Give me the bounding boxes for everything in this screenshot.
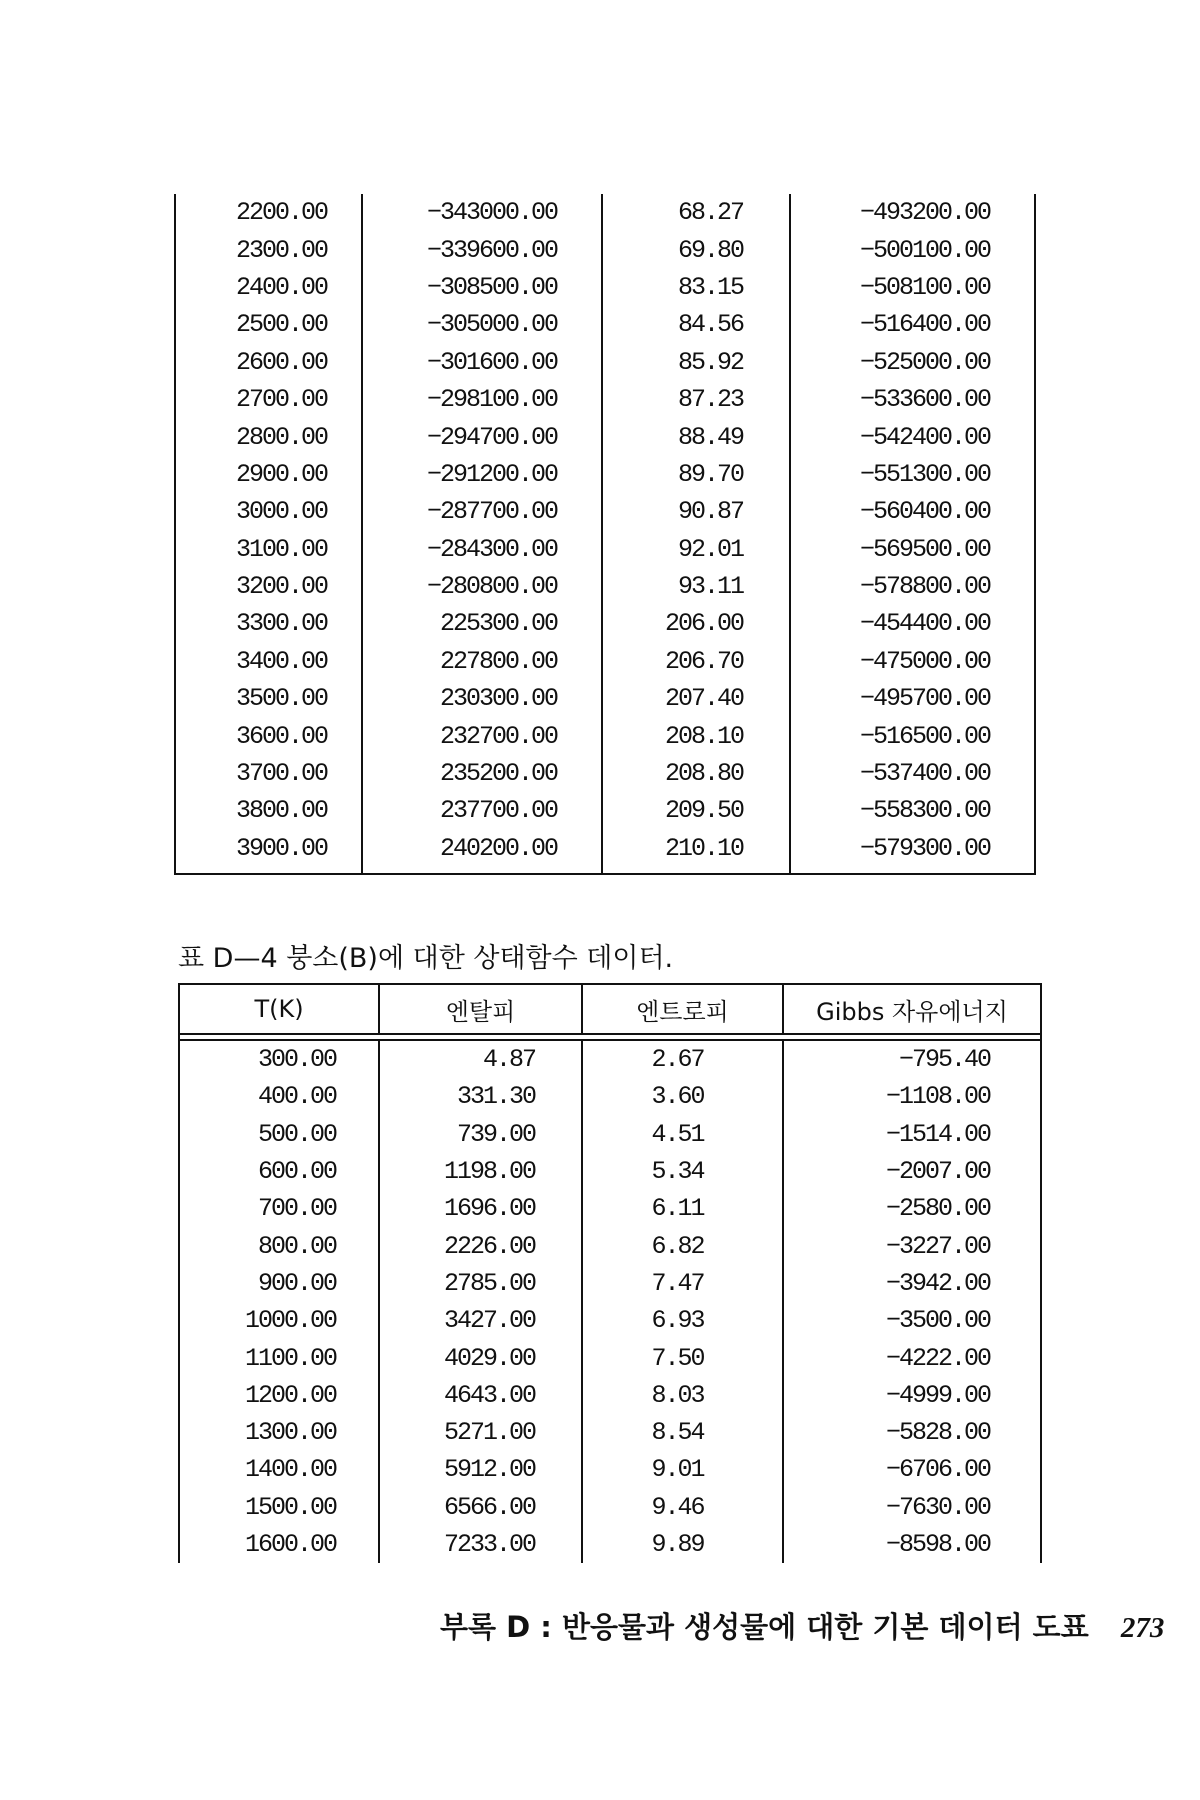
table-cell: 4643.00 bbox=[379, 1377, 582, 1414]
table-cell: −305000.00 bbox=[362, 306, 602, 343]
table-cell: 209.50 bbox=[602, 792, 790, 829]
table-cell: −2580.00 bbox=[783, 1190, 1041, 1227]
table-cell: −542400.00 bbox=[790, 418, 1035, 455]
table-cell: 3300.00 bbox=[175, 605, 362, 642]
table-cell: 1100.00 bbox=[179, 1339, 379, 1376]
table-cell: 4.87 bbox=[379, 1040, 582, 1078]
table-cell: −298100.00 bbox=[362, 381, 602, 418]
footer-text: 부록 D : 반응물과 생성물에 대한 기본 데이터 도표 bbox=[440, 1610, 1089, 1644]
table-cell: 9.46 bbox=[582, 1489, 783, 1526]
table-row bbox=[179, 1116, 1041, 1153]
table-cell: 3100.00 bbox=[175, 531, 362, 568]
table-cell: −533600.00 bbox=[790, 381, 1035, 418]
table-cell: 232700.00 bbox=[362, 717, 602, 754]
table-cell: −493200.00 bbox=[790, 194, 1035, 231]
table-row bbox=[175, 830, 1035, 874]
table-cell: −578800.00 bbox=[790, 568, 1035, 605]
table-cell: −4999.00 bbox=[783, 1377, 1041, 1414]
table-cell: 8.54 bbox=[582, 1414, 783, 1451]
table-cell: 600.00 bbox=[179, 1153, 379, 1190]
table-cell: −475000.00 bbox=[790, 643, 1035, 680]
thermo-table-continued-body bbox=[175, 194, 1035, 874]
table-cell: 230300.00 bbox=[362, 680, 602, 717]
table-cell: 739.00 bbox=[379, 1116, 582, 1153]
table-cell: 6.93 bbox=[582, 1302, 783, 1339]
table-cell: 500.00 bbox=[179, 1116, 379, 1153]
table-row bbox=[179, 1377, 1041, 1414]
table-cell: 240200.00 bbox=[362, 830, 602, 874]
table-cell: 400.00 bbox=[179, 1078, 379, 1115]
table-cell: 2500.00 bbox=[175, 306, 362, 343]
table-cell: 3500.00 bbox=[175, 680, 362, 717]
table-cell: 3900.00 bbox=[175, 830, 362, 874]
table-row bbox=[175, 568, 1035, 605]
table-row bbox=[179, 1526, 1041, 1563]
table-cell: 9.89 bbox=[582, 1526, 783, 1563]
table-cell: −454400.00 bbox=[790, 605, 1035, 642]
table-cell: 1198.00 bbox=[379, 1153, 582, 1190]
table-cell: −2007.00 bbox=[783, 1153, 1041, 1190]
table-row bbox=[179, 1153, 1041, 1190]
table-cell: 3700.00 bbox=[175, 755, 362, 792]
table-cell: 1400.00 bbox=[179, 1451, 379, 1488]
table-cell: 206.00 bbox=[602, 605, 790, 642]
table-cell: −551300.00 bbox=[790, 456, 1035, 493]
table-row bbox=[175, 755, 1035, 792]
table-cell: 800.00 bbox=[179, 1227, 379, 1264]
table-row bbox=[175, 493, 1035, 530]
table-cell: 331.30 bbox=[379, 1078, 582, 1115]
table-row bbox=[179, 1414, 1041, 1451]
table-cell: 2800.00 bbox=[175, 418, 362, 455]
table-cell: 7.47 bbox=[582, 1265, 783, 1302]
header-gibbs-energy: Gibbs 자유에너지 bbox=[783, 984, 1041, 1034]
page-number: 273 bbox=[1120, 1612, 1165, 1644]
table-cell: −291200.00 bbox=[362, 456, 602, 493]
table-cell: 5.34 bbox=[582, 1153, 783, 1190]
table-row bbox=[175, 418, 1035, 455]
table-cell: 5271.00 bbox=[379, 1414, 582, 1451]
table-cell: 87.23 bbox=[602, 381, 790, 418]
table-cell: −1514.00 bbox=[783, 1116, 1041, 1153]
table-cell: 1000.00 bbox=[179, 1302, 379, 1339]
table-cell: −558300.00 bbox=[790, 792, 1035, 829]
table-cell: 7233.00 bbox=[379, 1526, 582, 1563]
table-cell: −308500.00 bbox=[362, 269, 602, 306]
table-cell: 6566.00 bbox=[379, 1489, 582, 1526]
table-row bbox=[179, 1227, 1041, 1264]
table-cell: −525000.00 bbox=[790, 344, 1035, 381]
table-row bbox=[179, 1190, 1041, 1227]
table-cell: 89.70 bbox=[602, 456, 790, 493]
table-cell: −7630.00 bbox=[783, 1489, 1041, 1526]
table-cell: −516400.00 bbox=[790, 306, 1035, 343]
table-row bbox=[179, 1078, 1041, 1115]
table-cell: −3942.00 bbox=[783, 1265, 1041, 1302]
table-cell: 6.11 bbox=[582, 1190, 783, 1227]
table-cell: 4.51 bbox=[582, 1116, 783, 1153]
table-cell: 3000.00 bbox=[175, 493, 362, 530]
thermo-table-continued bbox=[174, 194, 1036, 875]
table-cell: 3.60 bbox=[582, 1078, 783, 1115]
table-cell: −3227.00 bbox=[783, 1227, 1041, 1264]
table-cell: −301600.00 bbox=[362, 344, 602, 381]
table-row bbox=[179, 1339, 1041, 1376]
table-cell: 2785.00 bbox=[379, 1265, 582, 1302]
table-cell: 237700.00 bbox=[362, 792, 602, 829]
table-cell: 1200.00 bbox=[179, 1377, 379, 1414]
table-row bbox=[175, 643, 1035, 680]
table-cell: 3200.00 bbox=[175, 568, 362, 605]
table-row bbox=[179, 1489, 1041, 1526]
table-cell: 1300.00 bbox=[179, 1414, 379, 1451]
table-cell: 210.10 bbox=[602, 830, 790, 874]
table-row bbox=[175, 344, 1035, 381]
table-cell: 300.00 bbox=[179, 1040, 379, 1078]
table-cell: 2900.00 bbox=[175, 456, 362, 493]
table-cell: 8.03 bbox=[582, 1377, 783, 1414]
table-cell: 88.49 bbox=[602, 418, 790, 455]
table-cell: −795.40 bbox=[783, 1040, 1041, 1078]
table-cell: −579300.00 bbox=[790, 830, 1035, 874]
table-row bbox=[179, 1302, 1041, 1339]
table-cell: 225300.00 bbox=[362, 605, 602, 642]
table-cell: −6706.00 bbox=[783, 1451, 1041, 1488]
table-cell: −537400.00 bbox=[790, 755, 1035, 792]
table-row bbox=[175, 680, 1035, 717]
header-entropy: 엔트로피 bbox=[582, 984, 783, 1034]
table-cell: 84.56 bbox=[602, 306, 790, 343]
table-cell: −5828.00 bbox=[783, 1414, 1041, 1451]
table-row bbox=[179, 1265, 1041, 1302]
table-cell: 85.92 bbox=[602, 344, 790, 381]
table-cell: 208.10 bbox=[602, 717, 790, 754]
header-enthalpy: 엔탈피 bbox=[379, 984, 582, 1034]
table-cell: 2300.00 bbox=[175, 231, 362, 268]
table-cell: 227800.00 bbox=[362, 643, 602, 680]
table-cell: −508100.00 bbox=[790, 269, 1035, 306]
table-cell: 3427.00 bbox=[379, 1302, 582, 1339]
page-footer bbox=[440, 1605, 1164, 1646]
table-cell: −500100.00 bbox=[790, 231, 1035, 268]
table-cell: 1500.00 bbox=[179, 1489, 379, 1526]
boron-state-function-table-body bbox=[179, 1040, 1041, 1563]
table-cell: −343000.00 bbox=[362, 194, 602, 231]
table-cell: −495700.00 bbox=[790, 680, 1035, 717]
table-cell: −516500.00 bbox=[790, 717, 1035, 754]
table-cell: 3800.00 bbox=[175, 792, 362, 829]
table-cell: 93.11 bbox=[602, 568, 790, 605]
table-cell: 3400.00 bbox=[175, 643, 362, 680]
table-cell: −569500.00 bbox=[790, 531, 1035, 568]
table-row bbox=[175, 381, 1035, 418]
table-row bbox=[175, 306, 1035, 343]
table-cell: 2600.00 bbox=[175, 344, 362, 381]
table-cell: −4222.00 bbox=[783, 1339, 1041, 1376]
table-cell: −339600.00 bbox=[362, 231, 602, 268]
table-row bbox=[175, 456, 1035, 493]
table-cell: 2400.00 bbox=[175, 269, 362, 306]
table-cell: −560400.00 bbox=[790, 493, 1035, 530]
table-cell: 90.87 bbox=[602, 493, 790, 530]
table-cell: 7.50 bbox=[582, 1339, 783, 1376]
table-cell: −1108.00 bbox=[783, 1078, 1041, 1115]
table-row bbox=[175, 605, 1035, 642]
table-cell: 68.27 bbox=[602, 194, 790, 231]
table-cell: 4029.00 bbox=[379, 1339, 582, 1376]
table-cell: 1696.00 bbox=[379, 1190, 582, 1227]
table-cell: −8598.00 bbox=[783, 1526, 1041, 1563]
boron-state-function-table bbox=[178, 983, 1042, 1563]
table-cell: 3600.00 bbox=[175, 717, 362, 754]
table-row bbox=[175, 231, 1035, 268]
table-row bbox=[175, 792, 1035, 829]
table-cell: −280800.00 bbox=[362, 568, 602, 605]
table-cell: 9.01 bbox=[582, 1451, 783, 1488]
table-cell: 207.40 bbox=[602, 680, 790, 717]
table-cell: −284300.00 bbox=[362, 531, 602, 568]
table-cell: 2.67 bbox=[582, 1040, 783, 1078]
header-temperature: T(K) bbox=[179, 984, 379, 1034]
table-cell: −287700.00 bbox=[362, 493, 602, 530]
table-cell: 700.00 bbox=[179, 1190, 379, 1227]
table-cell: 6.82 bbox=[582, 1227, 783, 1264]
table-header-row bbox=[179, 984, 1041, 1034]
table-row bbox=[175, 531, 1035, 568]
table-row bbox=[179, 1451, 1041, 1488]
table-cell: 2226.00 bbox=[379, 1227, 582, 1264]
table-cell: 69.80 bbox=[602, 231, 790, 268]
table-row bbox=[179, 1040, 1041, 1078]
table-cell: 2200.00 bbox=[175, 194, 362, 231]
table-cell: 208.80 bbox=[602, 755, 790, 792]
table-cell: 5912.00 bbox=[379, 1451, 582, 1488]
table-cell: 900.00 bbox=[179, 1265, 379, 1302]
table-cell: 206.70 bbox=[602, 643, 790, 680]
table-row bbox=[175, 717, 1035, 754]
table-cell: −294700.00 bbox=[362, 418, 602, 455]
table-cell: 2700.00 bbox=[175, 381, 362, 418]
table-row bbox=[175, 194, 1035, 231]
table-cell: 1600.00 bbox=[179, 1526, 379, 1563]
table-cell: 92.01 bbox=[602, 531, 790, 568]
table-caption: 표 D—4 붕소(B)에 대한 상태함수 데이터. bbox=[178, 943, 674, 974]
table-row bbox=[175, 269, 1035, 306]
table-cell: 83.15 bbox=[602, 269, 790, 306]
table-cell: 235200.00 bbox=[362, 755, 602, 792]
table-cell: −3500.00 bbox=[783, 1302, 1041, 1339]
